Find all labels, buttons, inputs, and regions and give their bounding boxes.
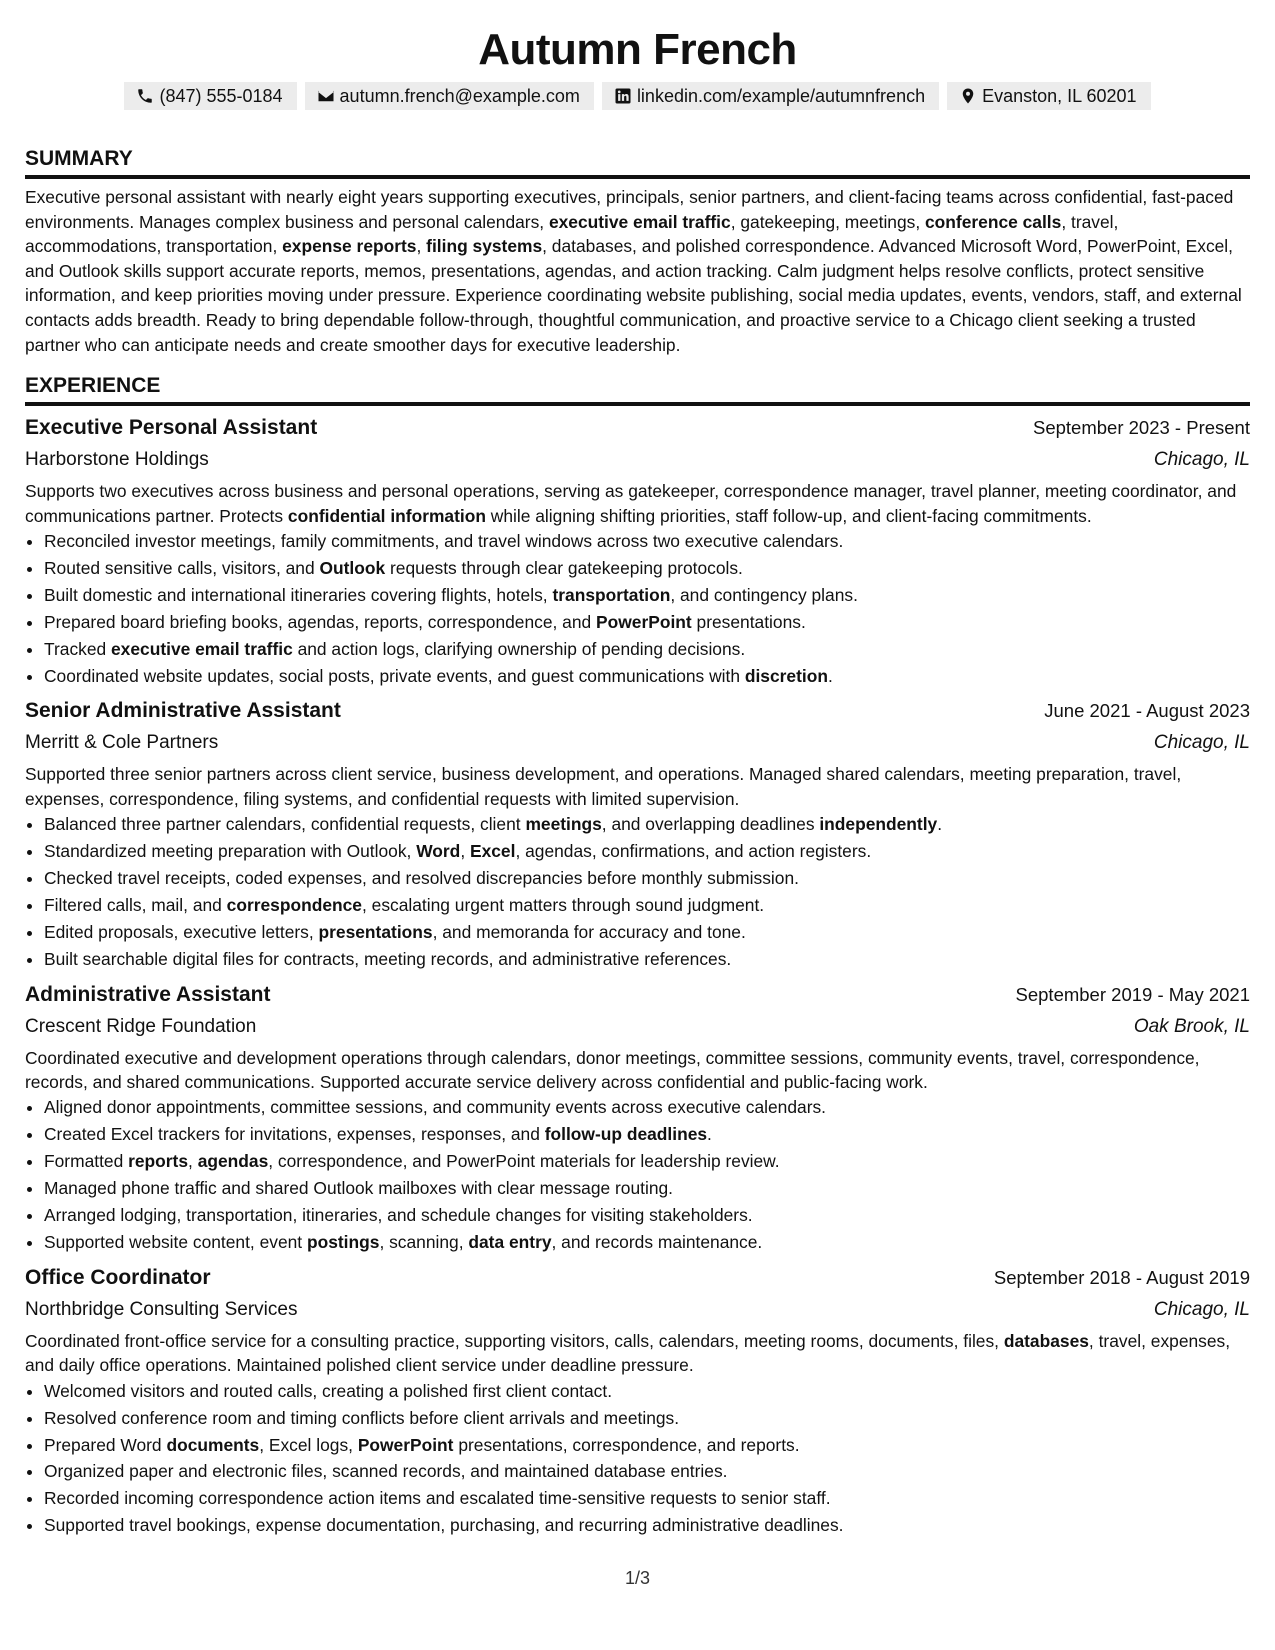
resume-page [25,0,1250,1539]
contact-email-text: autumn.french@example.com [339,86,580,106]
job-header [25,412,1250,444]
linkedin-icon [614,87,632,105]
job-title: Senior Administrative Assistant [25,699,341,723]
list-item: • Supported travel bookings, expense documentation, purchasing, and recurring administrative deadlines. [44,1512,1250,1539]
job-dates: September 2023 - Present [1033,417,1250,439]
job-entry [25,695,1250,972]
page-number: 1/3 [624,1568,651,1588]
job-entry [25,412,1250,689]
job-company: Crescent Ridge Foundation [25,1015,257,1037]
candidate-name: Autumn French [478,25,797,74]
list-item: • Organized paper and electronic files, scanned records, and maintained database entries. [44,1458,1250,1485]
list-item: • Resolved conference room and timing conflicts before client arrivals and meetings. [44,1405,1250,1432]
job-subheader [25,444,1250,475]
job-company: Harborstone Holdings [25,449,209,471]
job-description: Supports two executives across business and personal operations, serving as gatekeeper, correspondence manager, travel planner, meeting coordinator, and communications partner. Protects confidential information while aligning shifting priorities, staff follow-up, and client-facing commitments. [25,481,1237,526]
contact-email[interactable] [305,82,594,110]
list-item: • Prepared Word documents, Excel logs, PowerPoint presentations, correspondence, and reports. [44,1432,1250,1459]
phone-icon [136,87,154,105]
job-dates: June 2021 - August 2023 [1044,700,1250,722]
summary-section [25,146,1250,357]
contact-bar [25,82,1250,110]
job-dates: September 2019 - May 2021 [1015,983,1250,1005]
list-item: • Formatted reports, agendas, correspondence, and PowerPoint materials for leadership review. [44,1148,1250,1175]
list-item: • Managed phone traffic and shared Outlook mailboxes with clear message routing. [44,1175,1250,1202]
job-title: Executive Personal Assistant [25,416,318,440]
list-item: • Arranged lodging, transportation, itineraries, and schedule changes for visiting stakeholders. [44,1202,1250,1229]
job-location: Chicago, IL [1153,1298,1250,1320]
list-item: • Edited proposals, executive letters, presentations, and memoranda for accuracy and tone. [44,919,1250,946]
job-list [25,412,1250,1539]
job-bullets [25,528,1250,689]
job-header [25,1262,1250,1294]
contact-location-text: Evanston, IL 60201 [982,86,1137,106]
job-company: Northbridge Consulting Services [25,1298,298,1320]
list-item: • Built domestic and international itineraries covering flights, hotels, transportation, and contingency plans. [44,582,1250,609]
summary-heading: SUMMARY [25,146,1250,179]
contact-linkedin[interactable] [602,82,939,110]
list-item: • Checked travel receipts, coded expenses, and resolved discrepancies before monthly submission. [44,865,1250,892]
job-title: Office Coordinator [25,1265,211,1289]
job-entry [25,1262,1250,1539]
job-entry [25,979,1250,1256]
envelope-icon [317,87,335,105]
list-item: • Tracked executive email traffic and action logs, clarifying ownership of pending decisions. [44,636,1250,663]
contact-linkedin-text: linkedin.com/example/autumnfrench [636,86,926,106]
list-item: • Recorded incoming correspondence action items and escalated time-sensitive requests to senior staff. [44,1485,1250,1512]
list-item: • Welcomed visitors and routed calls, creating a polished first client contact. [44,1378,1250,1405]
job-location: Chicago, IL [1153,732,1250,754]
job-description: Supported three senior partners across client service, business development, and operations. Managed shared calendars, meeting preparation, travel, expenses, correspondence, filing systems, and confidential requests with limited supervision. [25,764,1182,809]
list-item: • Routed sensitive calls, visitors, and Outlook requests through clear gatekeeping protocols. [44,555,1250,582]
list-item: • Created Excel trackers for invitations, expenses, responses, and follow-up deadlines. [44,1121,1250,1148]
job-location: Chicago, IL [1153,449,1250,471]
job-title: Administrative Assistant [25,982,271,1006]
list-item: • Coordinated website updates, social posts, private events, and guest communications with discretion. [44,663,1250,690]
job-dates: September 2018 - August 2019 [993,1266,1250,1288]
list-item: • Balanced three partner calendars, confidential requests, client meetings, and overlapping deadlines independently. [44,811,1250,838]
job-subheader [25,1011,1250,1042]
job-location: Oak Brook, IL [1133,1015,1250,1037]
job-description: Coordinated front-office service for a consulting practice, supporting visitors, calls, calendars, meeting rooms, documents, files, databases, travel, expenses, and daily office operations. Maintained polished client service under deadline pressure. [25,1330,1231,1376]
experience-heading: EXPERIENCE [25,373,1250,406]
summary-text: Executive personal assistant with nearly eight years supporting executives, principals, senior partners, and client-facing teams across confidential, fast-paced environments. Manages complex business and personal calendars, executive email traffic, gatekeeping, meetings, conference calls, travel, accommodations, transportation, expense reports, filing systems, databases, and polished correspondence. Advanced Microsoft Word, PowerPoint, Excel, and Outlook skills support accurate reports, memos, presentations, agendas, and action tracking. Calm judgment helps resolve conflicts, protect sensitive information, and keep priorities moving under pressure. Experience coordinating website publishing, social media updates, events, vendors, staff, and external contacts adds breadth. Ready to bring dependable follow-through, thoughtful communication, and proactive service to a Chicago client seeking a trusted partner who can anticipate needs and create smoother days for executive leadership. [25,187,1242,355]
job-bullets [25,1378,1250,1539]
contact-location [947,82,1150,110]
list-item: • Prepared board briefing books, agendas, reports, correspondence, and PowerPoint presentations. [44,609,1250,636]
job-subheader [25,1294,1250,1325]
list-item: • Filtered calls, mail, and correspondence, escalating urgent matters through sound judgment. [44,892,1250,919]
map-pin-icon [959,87,977,105]
list-item: • Aligned donor appointments, committee sessions, and community events across executive calendars. [44,1094,1250,1121]
job-bullets [25,1094,1250,1255]
job-company: Merritt & Cole Partners [25,732,219,754]
contact-phone-text: (847) 555-0184 [159,86,283,106]
contact-phone[interactable] [124,82,296,110]
job-header [25,979,1250,1011]
list-item: • Supported website content, event postings, scanning, data entry, and records maintenance. [44,1229,1250,1256]
job-description: Coordinated executive and development operations through calendars, donor meetings, committee sessions, community events, travel, correspondence, records, and shared communications. Supported accurate service delivery across confidential and public-facing work. [25,1047,1200,1093]
list-item: • Standardized meeting preparation with Outlook, Word, Excel, agendas, confirmations, and action registers. [44,838,1250,865]
job-subheader [25,727,1250,758]
list-item: • Built searchable digital files for contracts, meeting records, and administrative references. [44,946,1250,973]
job-bullets [25,811,1250,972]
list-item: • Reconciled investor meetings, family commitments, and travel windows across two executive calendars. [44,528,1250,555]
job-header [25,695,1250,727]
experience-section [25,373,1250,1539]
